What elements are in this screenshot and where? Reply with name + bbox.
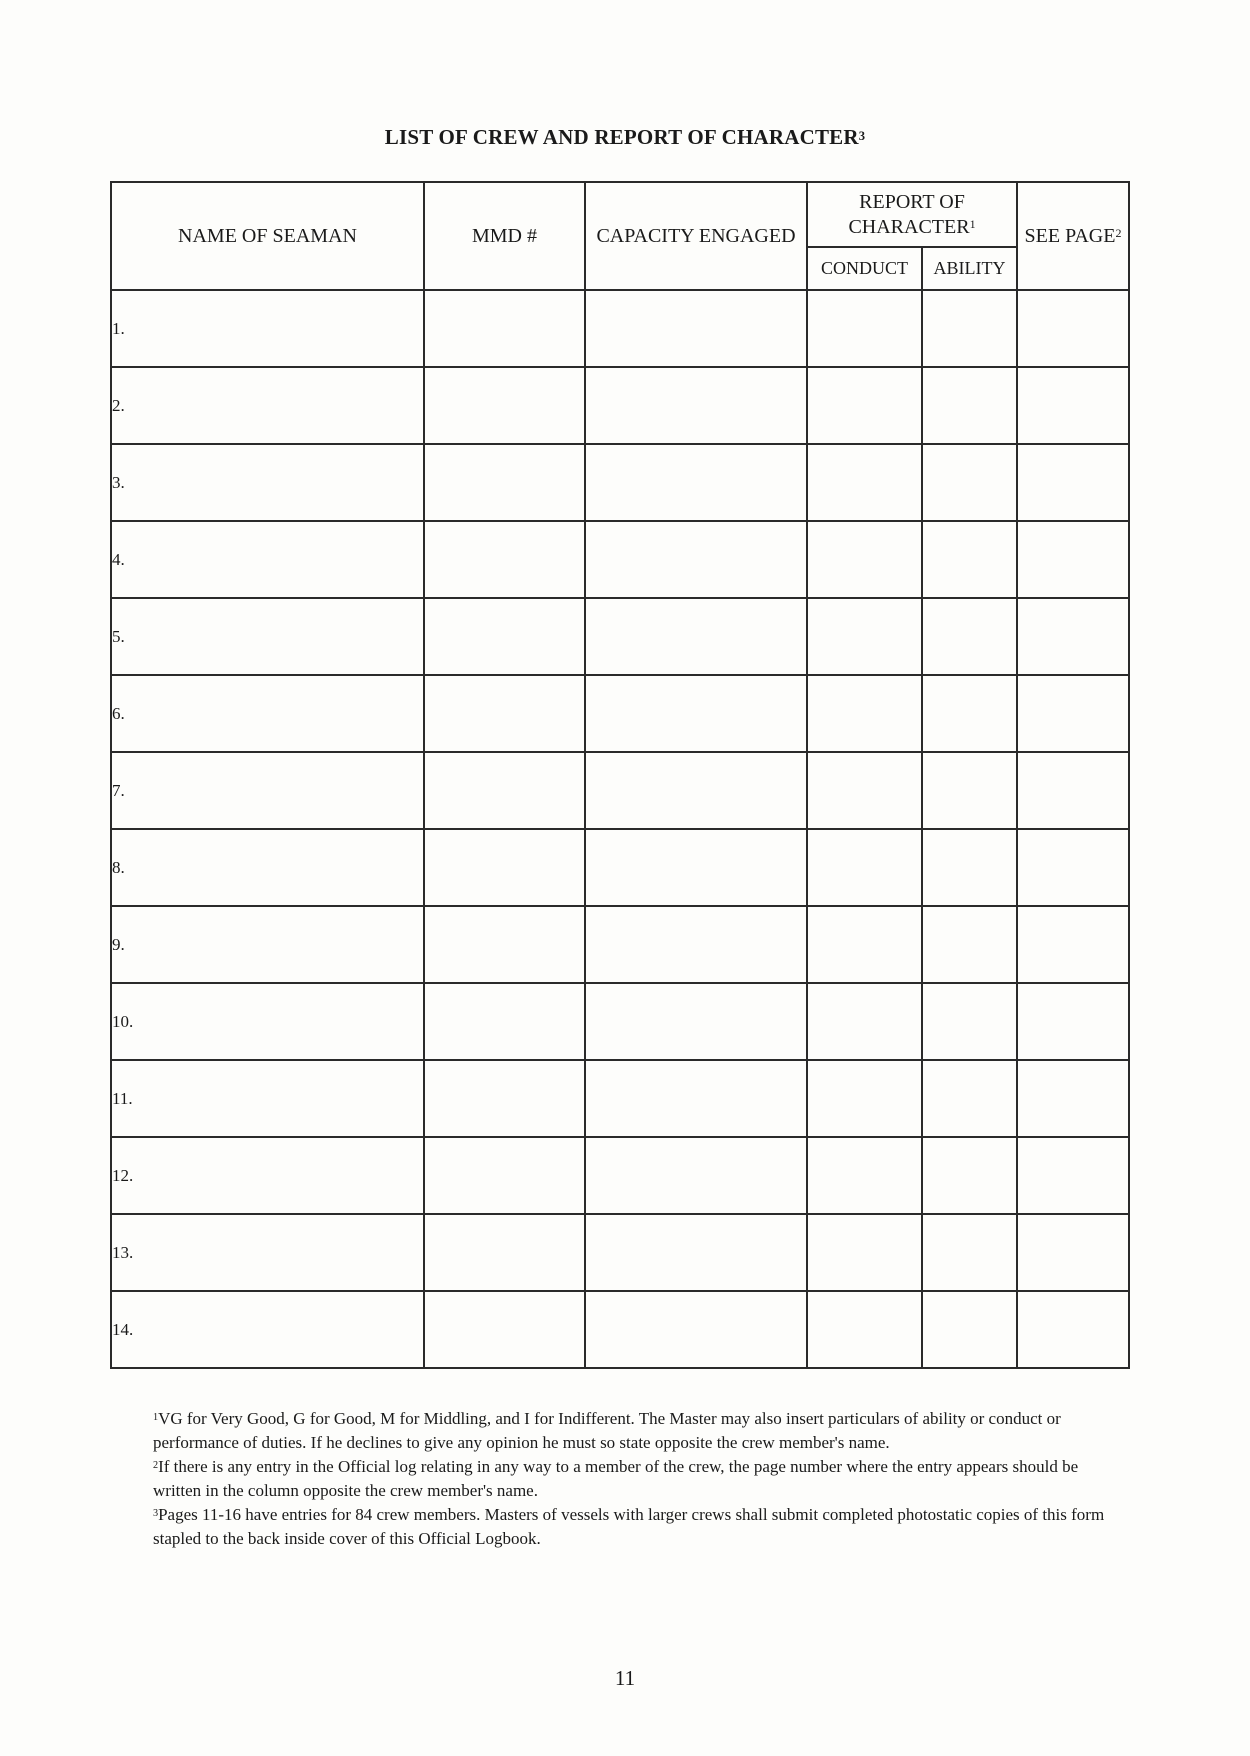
header-report-of-character: REPORT OF CHARACTER$^1$ [807,182,1017,247]
mmd-cell[interactable] [424,444,585,521]
row-number: 4. [111,521,424,598]
conduct-cell[interactable] [807,521,922,598]
capacity-cell[interactable] [585,1137,807,1214]
conduct-cell[interactable] [807,598,922,675]
mmd-cell[interactable] [424,1214,585,1291]
conduct-cell[interactable] [807,1060,922,1137]
see-page-cell[interactable] [1017,906,1129,983]
crew-row [111,521,1129,598]
header-name-of-seaman: NAME OF SEAMAN [111,182,424,290]
mmd-cell[interactable] [424,1291,585,1368]
row-number: 1. [111,290,424,367]
row-number: 14. [111,1291,424,1368]
see-page-cell[interactable] [1017,1060,1129,1137]
form-title-text: LIST OF CREW AND REPORT OF CHARACTER [384,125,859,149]
see-page-cell[interactable] [1017,752,1129,829]
header-ability: ABILITY [922,247,1017,290]
footnotes [153,1407,1123,1551]
conduct-cell[interactable] [807,1214,922,1291]
see-page-cell[interactable] [1017,675,1129,752]
capacity-cell[interactable] [585,1214,807,1291]
crew-row [111,290,1129,367]
crew-row [111,752,1129,829]
row-number: 6. [111,675,424,752]
mmd-cell[interactable] [424,1060,585,1137]
crew-row [111,829,1129,906]
see-page-cell[interactable] [1017,444,1129,521]
row-number: 7. [111,752,424,829]
row-number: 9. [111,906,424,983]
crew-row [111,1060,1129,1137]
conduct-cell[interactable] [807,829,922,906]
conduct-cell[interactable] [807,1137,922,1214]
conduct-cell[interactable] [807,444,922,521]
capacity-cell[interactable] [585,1291,807,1368]
ability-cell[interactable] [922,983,1017,1060]
row-number: 5. [111,598,424,675]
capacity-cell[interactable] [585,675,807,752]
see-page-cell[interactable] [1017,521,1129,598]
mmd-cell[interactable] [424,1137,585,1214]
ability-cell[interactable] [922,1137,1017,1214]
ability-cell[interactable] [922,521,1017,598]
crew-row [111,444,1129,521]
mmd-cell[interactable] [424,598,585,675]
ability-cell[interactable] [922,829,1017,906]
crew-row [111,1137,1129,1214]
see-page-cell[interactable] [1017,1291,1129,1368]
crew-table-body [111,290,1129,1368]
mmd-cell[interactable] [424,290,585,367]
row-number: 10. [111,983,424,1060]
conduct-cell[interactable] [807,752,922,829]
crew-row [111,983,1129,1060]
capacity-cell[interactable] [585,290,807,367]
capacity-cell[interactable] [585,367,807,444]
conduct-cell[interactable] [807,906,922,983]
ability-cell[interactable] [922,1060,1017,1137]
conduct-cell[interactable] [807,1291,922,1368]
see-page-cell[interactable] [1017,983,1129,1060]
crew-table [110,181,1130,1369]
capacity-cell[interactable] [585,752,807,829]
ability-cell[interactable] [922,598,1017,675]
footnote-3: $^3$Pages 11-16 have entries for 84 crew members. Masters of vessels with larger crews shall submit completed photostatic copies of this form stapled to the back inside cover of this Official Logbook. [153,1505,1105,1548]
ability-cell[interactable] [922,906,1017,983]
conduct-cell[interactable] [807,290,922,367]
mmd-cell[interactable] [424,675,585,752]
row-number: 8. [111,829,424,906]
ability-cell[interactable] [922,444,1017,521]
mmd-cell[interactable] [424,829,585,906]
row-number: 11. [111,1060,424,1137]
crew-row [111,1291,1129,1368]
mmd-cell[interactable] [424,752,585,829]
ability-cell[interactable] [922,1291,1017,1368]
capacity-cell[interactable] [585,598,807,675]
crew-row [111,598,1129,675]
mmd-cell[interactable] [424,367,585,444]
ability-cell[interactable] [922,752,1017,829]
header-conduct: CONDUCT [807,247,922,290]
see-page-cell[interactable] [1017,290,1129,367]
mmd-cell[interactable] [424,906,585,983]
see-page-cell[interactable] [1017,829,1129,906]
crew-row [111,906,1129,983]
see-page-cell[interactable] [1017,1137,1129,1214]
conduct-cell[interactable] [807,675,922,752]
conduct-cell[interactable] [807,367,922,444]
mmd-cell[interactable] [424,521,585,598]
capacity-cell[interactable] [585,983,807,1060]
capacity-cell[interactable] [585,1060,807,1137]
crew-row [111,1214,1129,1291]
header-see-page: SEE PAGE$^2$ [1017,182,1129,290]
row-number: 13. [111,1214,424,1291]
form-title-footnote-mark: 3 [858,128,866,143]
see-page-cell[interactable] [1017,1214,1129,1291]
crew-row [111,367,1129,444]
header-capacity-engaged: CAPACITY ENGAGED [585,182,807,290]
see-page-cell[interactable] [1017,367,1129,444]
conduct-cell[interactable] [807,983,922,1060]
ability-cell[interactable] [922,367,1017,444]
footnote-2: $^2$If there is any entry in the Official log relating in any way to a member of the crew, the page number where the entry appears should be written in the column opposite the crew member's name. [153,1457,1079,1500]
capacity-cell[interactable] [585,444,807,521]
row-number: 12. [111,1137,424,1214]
capacity-cell[interactable] [585,829,807,906]
ability-cell[interactable] [922,675,1017,752]
page-number: 11 [614,1666,636,1690]
row-number: 3. [111,444,424,521]
crew-row [111,675,1129,752]
footnote-1: $^1$VG for Very Good, G for Good, M for Middling, and I for Indifferent. The Master may also insert particulars of ability or conduct or performance of duties. If he declines to give any opinion he must so state opposite the crew member's name. [153,1409,1061,1452]
see-page-cell[interactable] [1017,598,1129,675]
ability-cell[interactable] [922,1214,1017,1291]
capacity-cell[interactable] [585,906,807,983]
header-mmd: MMD # [424,182,585,290]
form-title [0,125,1250,150]
mmd-cell[interactable] [424,983,585,1060]
row-number: 2. [111,367,424,444]
ability-cell[interactable] [922,290,1017,367]
capacity-cell[interactable] [585,521,807,598]
